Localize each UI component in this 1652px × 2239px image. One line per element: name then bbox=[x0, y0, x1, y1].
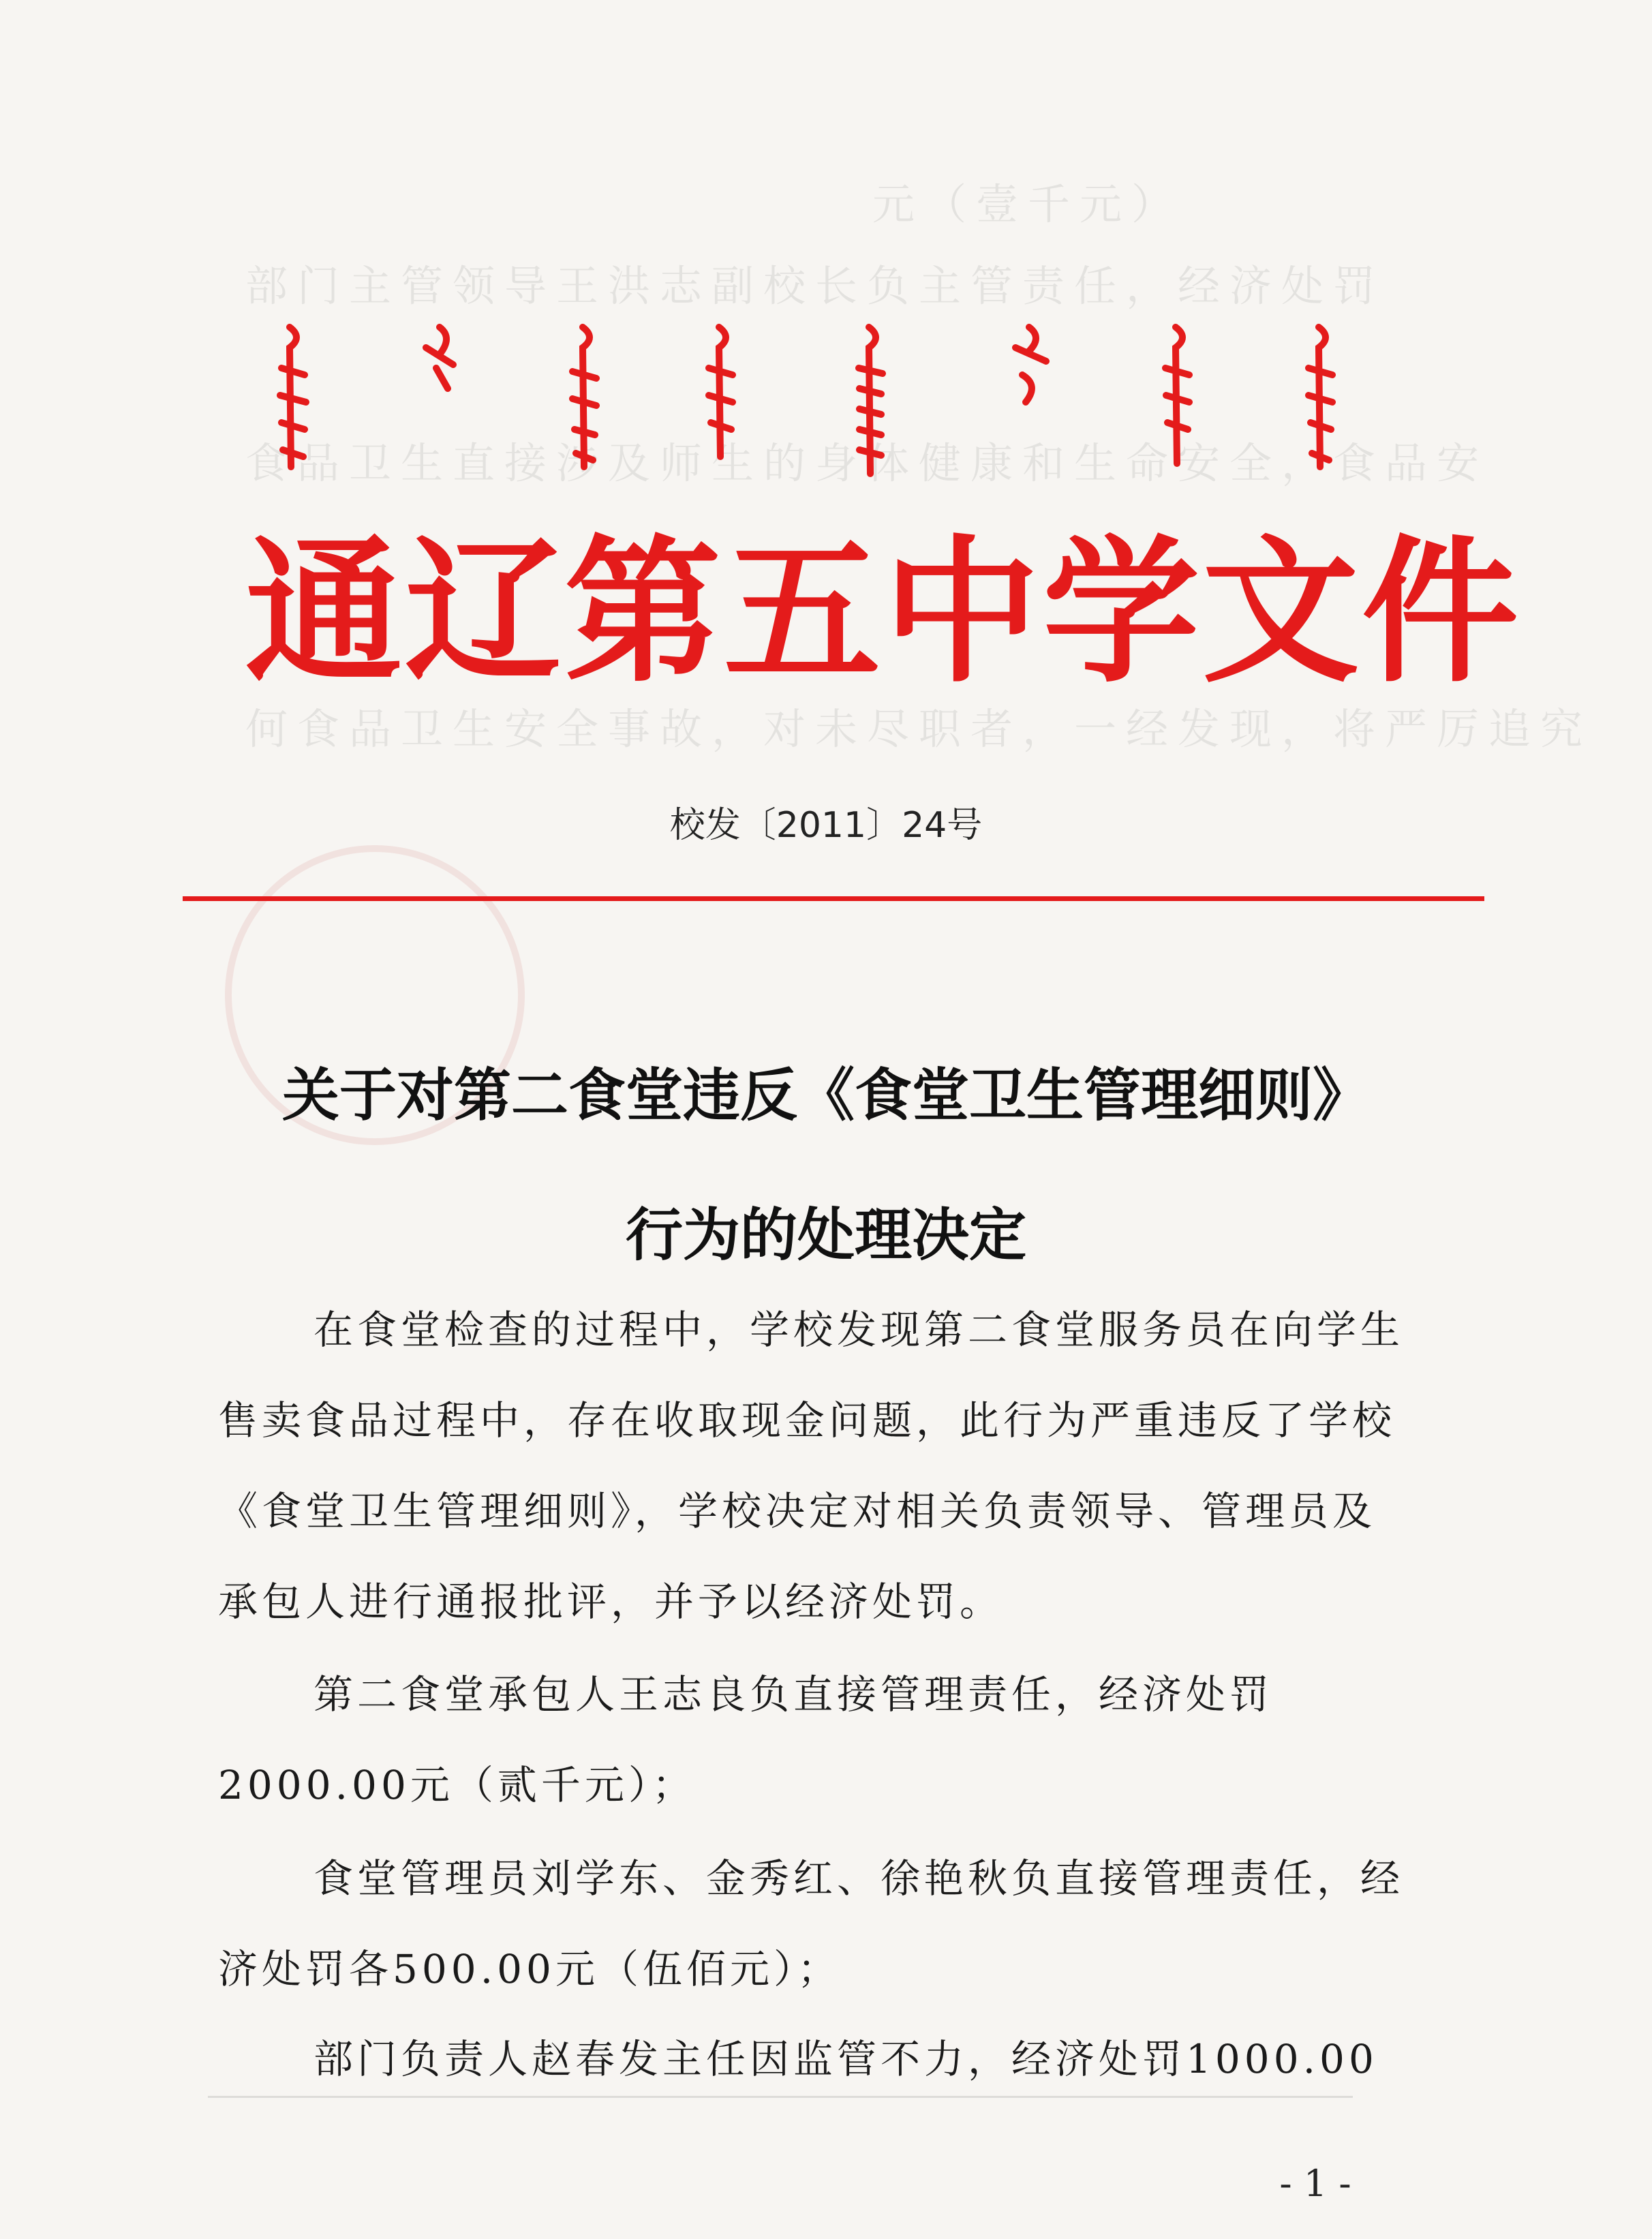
bleed-through-text: 元（壹千元） bbox=[872, 179, 1184, 229]
body-paragraph-4: 部门负责人赵春发主任因监管不力，经济处罚1000.00 bbox=[313, 2036, 1378, 2082]
mongol-col-7 bbox=[1165, 327, 1189, 463]
bleed-through-text: 何食品卫生安全事故，对未尽职者，一经发现，将严厉追究 bbox=[245, 704, 1593, 754]
body-paragraph-1: 在食堂检查的过程中，学校发现第二食堂服务员在向学生售卖食品过程中，存在收取现金问题，此行为严重违反了学校《食堂卫生管理细则》，学校决定对相关负责领导、管理员及承包人进行通报批评，并予以经济处罚。 bbox=[218, 1307, 1405, 1625]
document-title-line-2: 行为的处理决定 bbox=[625, 1201, 1026, 1268]
red-divider-line bbox=[183, 896, 1484, 901]
body-paragraph-2: 第二食堂承包人王志良负直接管理责任，经济处罚2000.00元（贰千元）； bbox=[218, 1671, 1274, 1808]
footer-divider bbox=[208, 2096, 1353, 2098]
mongol-col-1 bbox=[280, 327, 306, 467]
mongol-col-5 bbox=[859, 327, 883, 474]
masthead-title: 通辽第五中学文件 bbox=[245, 522, 1522, 704]
page-number: - 1 - bbox=[1279, 2162, 1351, 2205]
mongol-col-6 bbox=[1015, 327, 1046, 402]
mongol-col-4 bbox=[709, 327, 733, 457]
mongol-col-3 bbox=[572, 327, 596, 467]
mongolian-script-heading bbox=[269, 320, 1394, 477]
document-title-line-1: 关于对第二食堂违反《食堂卫生管理细则》 bbox=[281, 1061, 1370, 1129]
body-paragraph-3: 食堂管理员刘学东、金秀红、徐艳秋负直接管理责任，经济处罚各500.00元（伍佰元）； bbox=[218, 1855, 1405, 1992]
mongol-col-8 bbox=[1309, 327, 1332, 467]
mongol-col-2 bbox=[426, 327, 453, 389]
document-number: 校发〔2011〕24号 bbox=[669, 805, 983, 846]
bleed-through-text: 部门主管领导王洪志副校长负主管责任，经济处罚 bbox=[245, 261, 1386, 311]
mongolian-script-glyphs bbox=[269, 320, 1394, 477]
bleed-through-text: 食品卫生直接涉及师生的身体健康和生命安全，食品安 bbox=[245, 438, 1489, 488]
